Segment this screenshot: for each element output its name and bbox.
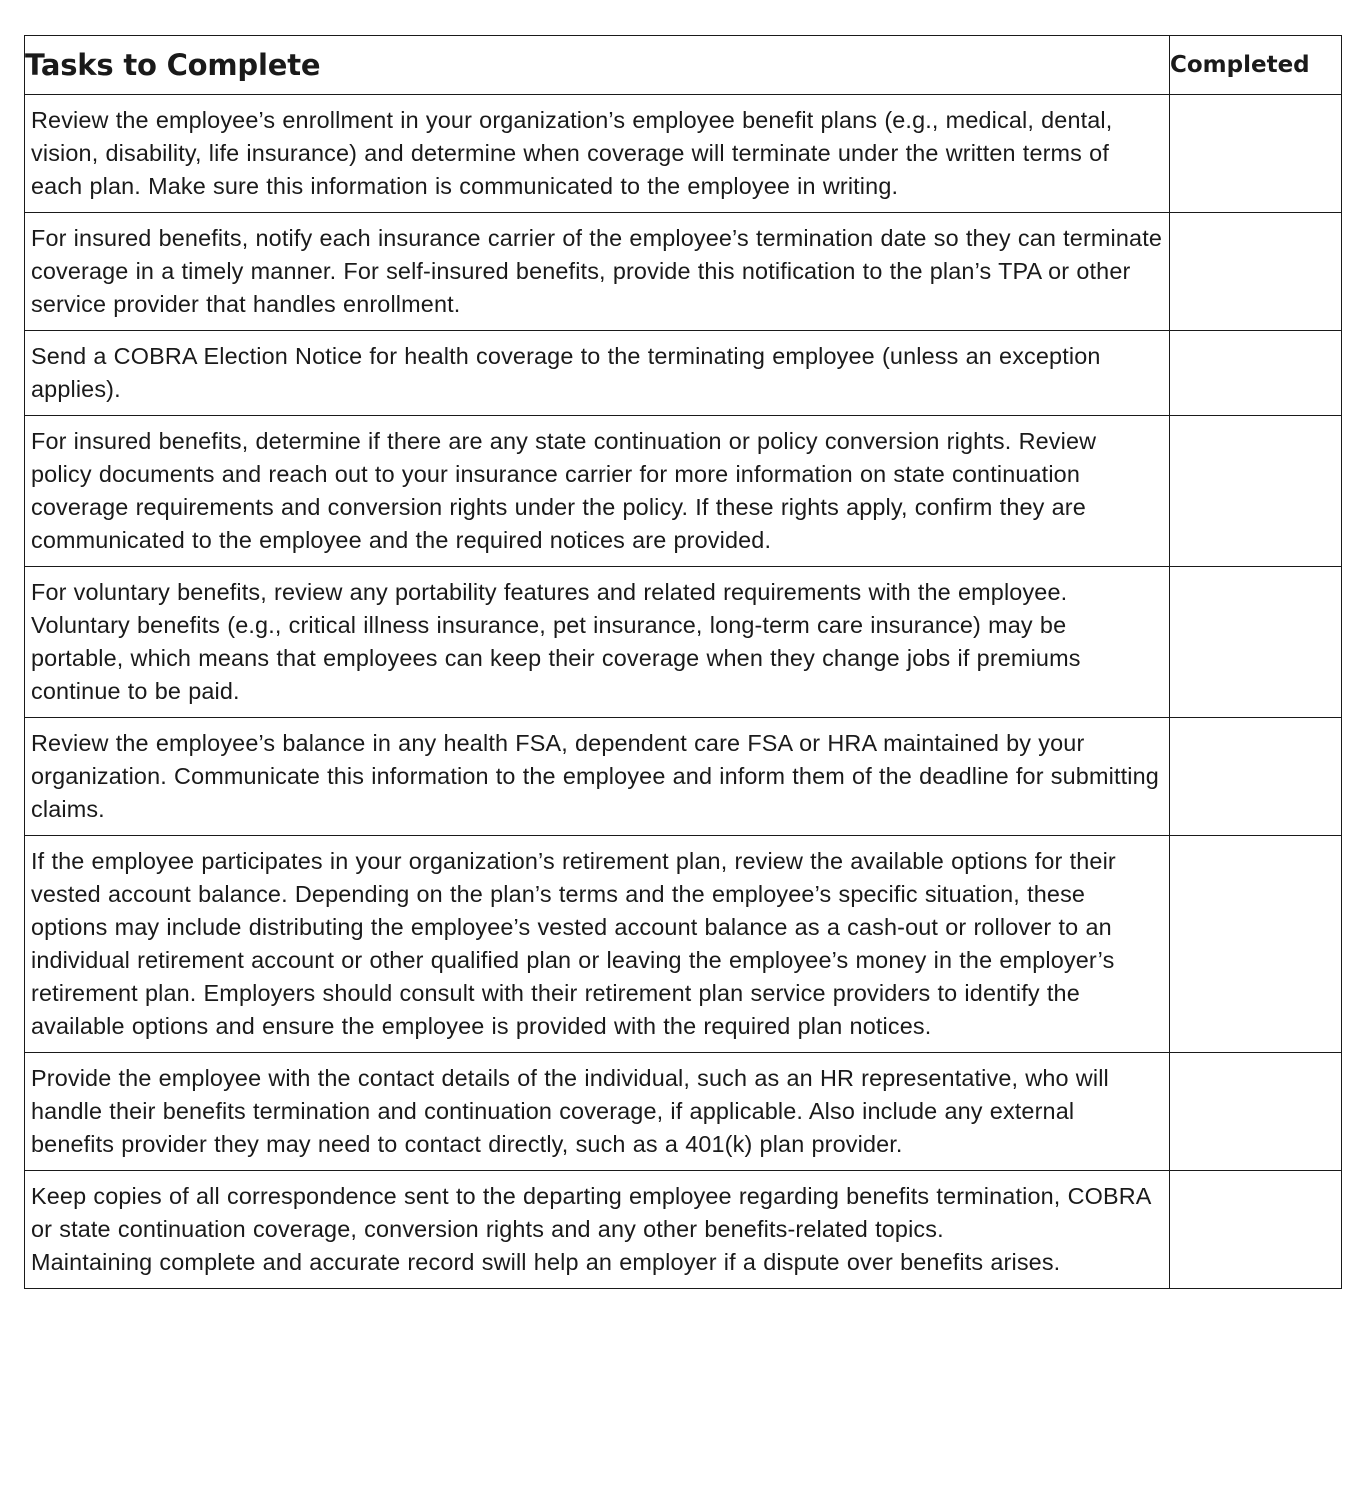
task-description: Provide the employee with the contact details of the individual, such as an HR representative, who will handle their benefits termination and continuation coverage, if applicable. Also include any external benefits provider they may need to contact directly, such as a 401(k) plan provider. — [25, 1053, 1170, 1171]
task-description: For insured benefits, determine if there are any state continuation or policy conversion rights. Review policy documents and reach out to your insurance carrier for more information on state continuation coverage requirements and conversion rights under the policy. If these rights apply, confirm they are communicated to the employee and the required notices are provided. — [25, 416, 1170, 567]
completed-checkbox-cell[interactable] — [1170, 718, 1342, 836]
completed-checkbox-cell[interactable] — [1170, 213, 1342, 331]
tasks-checklist-table — [24, 35, 1342, 1289]
task-description: Review the employee’s enrollment in your organization’s employee benefit plans (e.g., medical, dental, vision, disability, life insurance) and determine when coverage will terminate under the written terms of each plan. Make sure this information is communicated to the employee in writing. — [25, 95, 1170, 213]
completed-checkbox-cell[interactable] — [1170, 331, 1342, 416]
completed-checkbox-cell[interactable] — [1170, 1053, 1342, 1171]
task-description: If the employee participates in your organization’s retirement plan, review the available options for their vested account balance. Depending on the plan’s terms and the employee’s specific situation, these options may include distributing the employee’s vested account balance as a cash-out or rollover to an individual retirement account or other qualified plan or leaving the employee’s money in the employer’s retirement plan. Employers should consult with their retirement plan service providers to identify the available options and ensure the employee is provided with the required plan notices. — [25, 836, 1170, 1053]
task-description: For insured benefits, notify each insurance carrier of the employee’s termination date so they can terminate coverage in a timely manner. For self-insured benefits, provide this notification to the plan’s TPA or other service provider that handles enrollment. — [25, 213, 1170, 331]
task-description: For voluntary benefits, review any portability features and related requirements with the employee. Voluntary benefits (e.g., critical illness insurance, pet insurance, long-term care insurance) may be portable, which means that employees can keep their coverage when they change jobs if premiums continue to be paid. — [25, 567, 1170, 718]
task-description: Keep copies of all correspondence sent to the departing employee regarding benefits termination, COBRA or state continuation coverage, conversion rights and any other benefits-related topics. Maintaining complete and accurate record swill help an employer if a dispute over benefits arises. — [25, 1171, 1170, 1289]
completed-column-header: Completed — [1170, 36, 1342, 95]
task-description: Send a COBRA Election Notice for health coverage to the terminating employee (unless an exception applies). — [25, 331, 1170, 416]
table-row — [25, 213, 1342, 331]
completed-checkbox-cell[interactable] — [1170, 416, 1342, 567]
completed-checkbox-cell[interactable] — [1170, 836, 1342, 1053]
table-header-row — [25, 36, 1342, 95]
table-row — [25, 416, 1342, 567]
task-description: Review the employee’s balance in any health FSA, dependent care FSA or HRA maintained by your organization. Communicate this information to the employee and inform them of the deadline for submitting claims. — [25, 718, 1170, 836]
table-row — [25, 1053, 1342, 1171]
completed-checkbox-cell[interactable] — [1170, 567, 1342, 718]
table-row — [25, 718, 1342, 836]
table-row — [25, 1171, 1342, 1289]
completed-checkbox-cell[interactable] — [1170, 95, 1342, 213]
table-row — [25, 95, 1342, 213]
table-row — [25, 567, 1342, 718]
table-row — [25, 331, 1342, 416]
completed-checkbox-cell[interactable] — [1170, 1171, 1342, 1289]
table-row — [25, 836, 1342, 1053]
tasks-column-header: Tasks to Complete — [25, 36, 1170, 95]
